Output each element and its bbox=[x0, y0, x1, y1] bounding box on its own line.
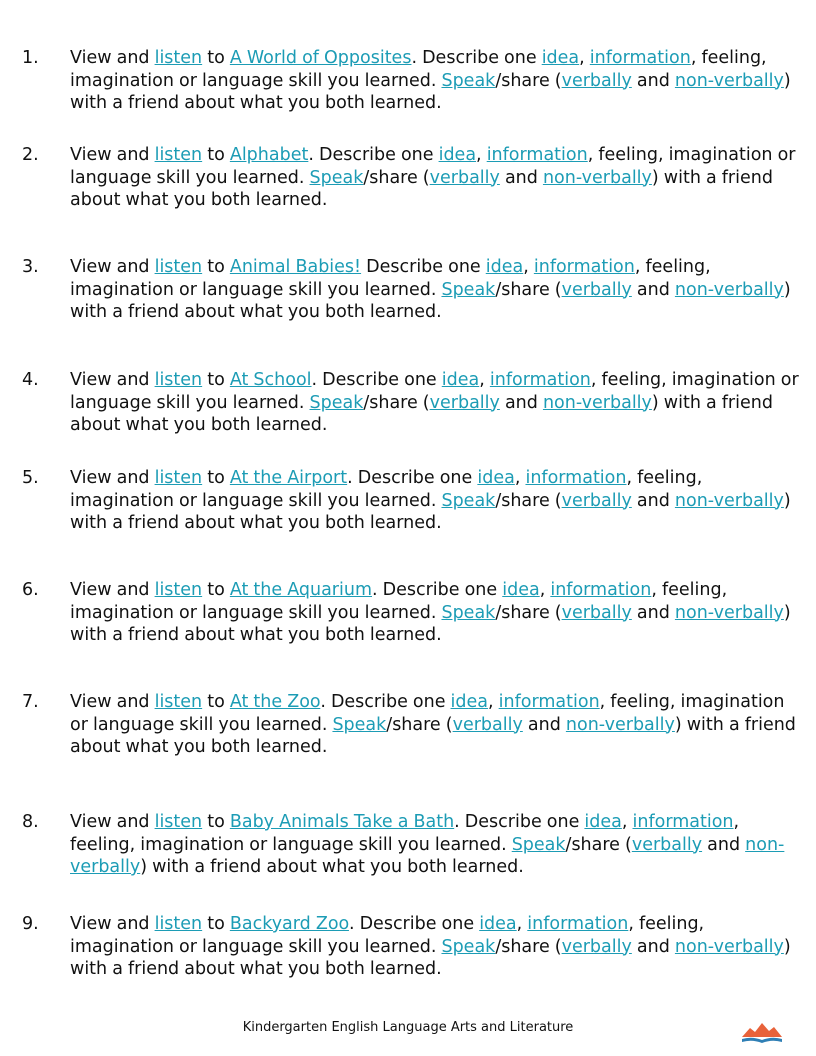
text-segment: and bbox=[522, 714, 566, 735]
text-segment: /share ( bbox=[363, 392, 430, 413]
text-segment: . Describe one bbox=[311, 370, 442, 390]
item-text bbox=[70, 811, 806, 879]
text-segment: and bbox=[631, 279, 675, 300]
text-segment: to bbox=[202, 812, 230, 832]
text-segment: to bbox=[202, 692, 230, 712]
link-idea[interactable]: idea bbox=[450, 692, 489, 712]
item-number: 3. bbox=[22, 257, 39, 277]
link-backyard-zoo[interactable]: Backyard Zoo bbox=[229, 914, 349, 934]
link-verbally[interactable]: verbally bbox=[631, 834, 703, 855]
link-speak[interactable]: Speak bbox=[441, 602, 496, 623]
item-text bbox=[70, 913, 806, 981]
text-segment: /share ( bbox=[565, 834, 632, 855]
item-number: 9. bbox=[22, 914, 39, 934]
text-segment: , feeling, imagination or language skill you learned. bbox=[70, 145, 796, 188]
text-segment: to bbox=[202, 370, 230, 390]
text-segment: . Describe one bbox=[347, 468, 478, 488]
text-segment: ) with a friend about what you both learned. bbox=[70, 279, 791, 322]
link-information[interactable]: information bbox=[533, 257, 635, 277]
link-speak[interactable]: Speak bbox=[309, 392, 364, 413]
text-segment: ) with a friend about what you both learned. bbox=[140, 857, 524, 877]
text-segment: View and bbox=[70, 257, 155, 277]
text-segment: , feeling, imagination or language skill you learned. bbox=[70, 48, 767, 91]
link-information[interactable]: information bbox=[589, 48, 691, 68]
item-text bbox=[70, 47, 806, 115]
text-segment: , bbox=[523, 257, 534, 277]
link-speak[interactable]: Speak bbox=[441, 279, 496, 300]
text-segment: View and bbox=[70, 692, 155, 712]
text-segment: and bbox=[631, 936, 675, 957]
link-at-the-aquarium[interactable]: At the Aquarium bbox=[229, 580, 372, 600]
text-segment: , bbox=[579, 48, 590, 68]
text-segment: and bbox=[631, 490, 675, 511]
text-segment: View and bbox=[70, 48, 155, 68]
link-listen[interactable]: listen bbox=[154, 257, 203, 277]
text-segment: . Describe one bbox=[454, 812, 585, 832]
text-segment: to bbox=[202, 580, 230, 600]
link-verbally[interactable]: verbally bbox=[561, 70, 632, 91]
text-segment: . Describe one bbox=[320, 692, 451, 712]
text-segment: , feeling, imagination or language skill you learned. bbox=[70, 692, 785, 735]
text-segment: and bbox=[631, 602, 675, 623]
text-segment: . Describe one bbox=[411, 48, 542, 68]
text-segment: ) with a friend about what you both learned. bbox=[70, 70, 791, 113]
link-verbally[interactable]: verbally bbox=[429, 167, 500, 188]
text-segment: , bbox=[539, 580, 551, 600]
link-listen[interactable]: listen bbox=[154, 692, 203, 712]
text-segment: View and bbox=[70, 145, 155, 165]
text-segment: /share ( bbox=[495, 279, 562, 300]
text-segment: View and bbox=[70, 370, 155, 390]
link-verbally[interactable]: verbally bbox=[561, 490, 632, 511]
text-segment: , feeling, imagination or language skill you learned. bbox=[70, 580, 728, 623]
link-verbally[interactable]: verbally bbox=[561, 279, 632, 300]
item-number: 8. bbox=[22, 812, 39, 832]
text-segment: /share ( bbox=[495, 936, 562, 957]
link-information[interactable]: information bbox=[527, 914, 629, 934]
text-segment: to bbox=[202, 145, 230, 165]
text-segment: View and bbox=[70, 468, 155, 488]
link-alphabet[interactable]: Alphabet bbox=[229, 145, 309, 165]
text-segment: to bbox=[202, 257, 230, 277]
link-non-verbally[interactable]: non-verbally bbox=[674, 602, 784, 623]
text-segment: /share ( bbox=[495, 70, 562, 91]
link-listen[interactable]: listen bbox=[154, 48, 203, 68]
link-speak[interactable]: Speak bbox=[441, 70, 496, 91]
link-non-verbally[interactable]: non-verbally bbox=[565, 714, 675, 735]
link-non-verbally[interactable]: non-verbally bbox=[542, 392, 652, 413]
text-segment: ) with a friend about what you both learned. bbox=[70, 602, 791, 645]
link-at-the-zoo[interactable]: At the Zoo bbox=[229, 692, 321, 712]
link-speak[interactable]: Speak bbox=[511, 834, 566, 855]
link-at-the-airport[interactable]: At the Airport bbox=[229, 468, 348, 488]
text-segment: , feeling, imagination or language skill you learned. bbox=[70, 914, 705, 957]
text-segment: View and bbox=[70, 580, 155, 600]
link-idea[interactable]: idea bbox=[584, 812, 622, 832]
link-non-verbally[interactable]: non-verbally bbox=[674, 490, 784, 511]
link-information[interactable]: information bbox=[489, 370, 591, 390]
link-listen[interactable]: listen bbox=[154, 812, 203, 832]
text-segment: ) with a friend about what you both learned. bbox=[70, 714, 796, 757]
text-segment: . Describe one bbox=[348, 914, 480, 934]
text-segment: , bbox=[621, 812, 633, 832]
link-non-verbally[interactable]: non-verbally bbox=[674, 936, 784, 957]
link-speak[interactable]: Speak bbox=[332, 714, 387, 735]
link-verbally[interactable]: verbally bbox=[452, 714, 523, 735]
text-segment: to bbox=[202, 468, 230, 488]
text-segment: . Describe one bbox=[372, 580, 503, 600]
text-segment: and bbox=[499, 392, 543, 413]
text-segment: . Describe one bbox=[308, 145, 439, 165]
text-segment: , feeling, imagination or language skill you learned. bbox=[70, 812, 740, 855]
link-at-school[interactable]: At School bbox=[229, 370, 312, 390]
link-idea[interactable]: idea bbox=[541, 48, 580, 68]
text-segment: and bbox=[499, 167, 543, 188]
text-segment: , feeling, imagination or language skill you learned. bbox=[70, 468, 703, 511]
link-animal-babies[interactable]: Animal Babies! bbox=[229, 257, 362, 277]
item-number: 1. bbox=[22, 48, 39, 68]
link-information[interactable]: information bbox=[632, 812, 734, 832]
link-a-world-of-opposites[interactable]: A World of Opposites bbox=[229, 48, 412, 68]
link-information[interactable]: information bbox=[550, 580, 652, 600]
footer-text: Kindergarten English Language Arts and Literature bbox=[242, 1020, 574, 1035]
text-segment: , feeling, imagination or language skill you learned. bbox=[70, 370, 799, 413]
link-idea[interactable]: idea bbox=[502, 580, 540, 600]
link-listen[interactable]: listen bbox=[154, 145, 203, 165]
text-segment: ) with a friend about what you both learned. bbox=[70, 392, 773, 435]
item-text bbox=[70, 579, 806, 647]
text-segment: ) with a friend about what you both learned. bbox=[70, 490, 791, 533]
item-text bbox=[70, 369, 806, 437]
link-speak[interactable]: Speak bbox=[309, 167, 364, 188]
link-verbally[interactable]: verbally bbox=[561, 936, 632, 957]
link-idea[interactable]: idea bbox=[485, 257, 524, 277]
link-listen[interactable]: listen bbox=[154, 580, 203, 600]
item-number: 4. bbox=[22, 370, 39, 390]
link-non-verbally[interactable]: non-verbally bbox=[70, 834, 785, 877]
link-speak[interactable]: Speak bbox=[441, 936, 496, 957]
link-idea[interactable]: idea bbox=[477, 468, 515, 488]
link-speak[interactable]: Speak bbox=[441, 490, 496, 511]
text-segment: , bbox=[514, 468, 526, 488]
text-segment: /share ( bbox=[495, 490, 562, 511]
link-verbally[interactable]: verbally bbox=[561, 602, 632, 623]
link-verbally[interactable]: verbally bbox=[429, 392, 500, 413]
link-information[interactable]: information bbox=[486, 145, 588, 165]
text-segment: , feeling, imagination or language skill you learned. bbox=[70, 257, 711, 300]
link-non-verbally[interactable]: non-verbally bbox=[674, 279, 784, 300]
text-segment: ) with a friend about what you both learned. bbox=[70, 167, 773, 210]
link-non-verbally[interactable]: non-verbally bbox=[542, 167, 652, 188]
item-number: 6. bbox=[22, 580, 39, 600]
text-segment: /share ( bbox=[386, 714, 453, 735]
text-segment: and bbox=[702, 834, 746, 855]
text-segment: ) with a friend about what you both learned. bbox=[70, 936, 791, 979]
text-segment: View and bbox=[70, 914, 155, 934]
text-segment: /share ( bbox=[495, 602, 562, 623]
link-information[interactable]: information bbox=[525, 468, 627, 488]
link-listen[interactable]: listen bbox=[154, 370, 203, 390]
link-listen[interactable]: listen bbox=[154, 914, 203, 934]
item-number: 7. bbox=[22, 692, 39, 712]
item-number: 2. bbox=[22, 145, 39, 165]
text-segment: /share ( bbox=[363, 167, 430, 188]
mountain-book-logo-icon bbox=[740, 1020, 784, 1046]
item-number: 5. bbox=[22, 468, 39, 488]
text-segment: to bbox=[202, 914, 230, 934]
text-segment: Describe one bbox=[361, 257, 486, 277]
link-idea[interactable]: idea bbox=[479, 914, 517, 934]
link-idea[interactable]: idea bbox=[438, 145, 477, 165]
text-segment: to bbox=[202, 48, 230, 68]
item-text bbox=[70, 256, 806, 324]
text-segment: , bbox=[488, 692, 499, 712]
text-segment: , bbox=[479, 370, 490, 390]
link-information[interactable]: information bbox=[498, 692, 600, 712]
item-text bbox=[70, 691, 806, 759]
text-segment: and bbox=[631, 70, 675, 91]
item-text bbox=[70, 144, 806, 212]
link-idea[interactable]: idea bbox=[441, 370, 480, 390]
link-baby-animals-take-a-bath[interactable]: Baby Animals Take a Bath bbox=[229, 812, 455, 832]
item-text bbox=[70, 467, 806, 535]
text-segment: , bbox=[476, 145, 487, 165]
text-segment: View and bbox=[70, 812, 155, 832]
text-segment: , bbox=[516, 914, 528, 934]
link-listen[interactable]: listen bbox=[154, 468, 203, 488]
link-non-verbally[interactable]: non-verbally bbox=[674, 70, 784, 91]
